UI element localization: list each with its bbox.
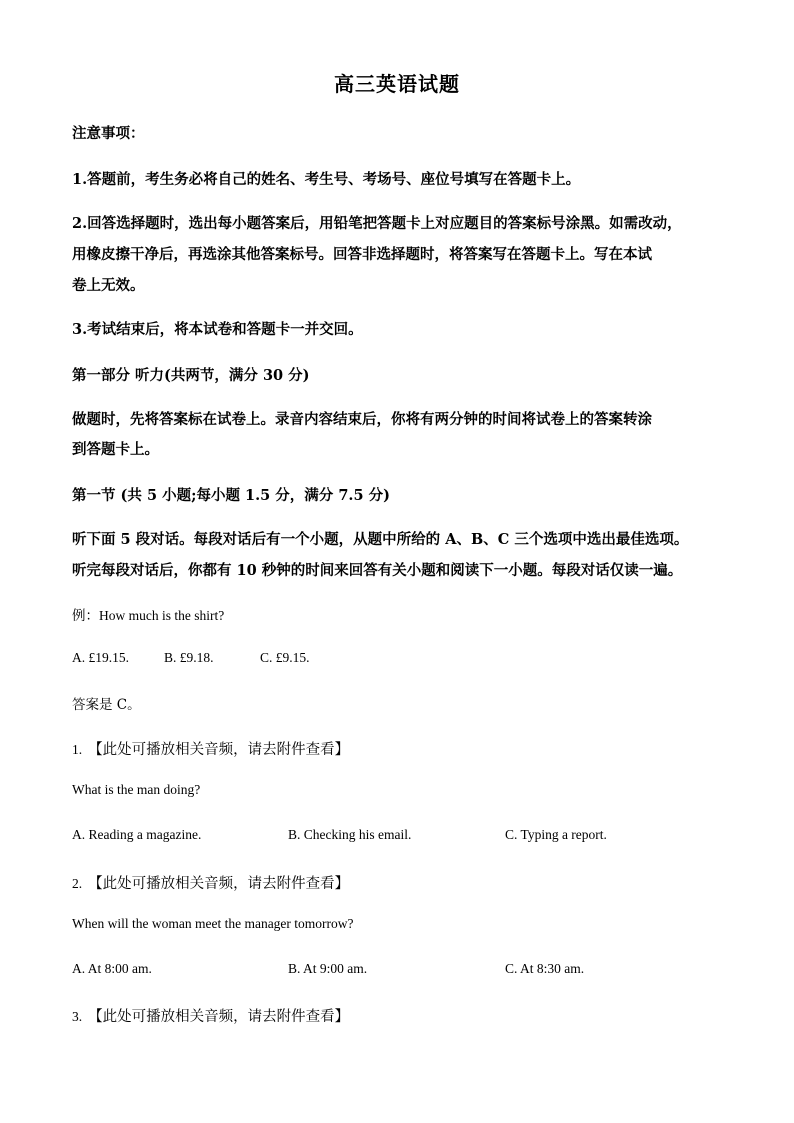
- notice-item-3: 3.考试结束后，将本试卷和答题卡一并交回。: [72, 321, 363, 338]
- question-2-header: [72, 872, 349, 893]
- example-answer: 答案是 C。: [72, 697, 141, 713]
- question-1-option-b: B. Checking his email.: [288, 827, 412, 842]
- notice-item-2-line-2: 用橡皮擦干净后，再选涂其他答案标号。回答非选择题时，将答案写在答题卡上。写在本试: [72, 246, 652, 263]
- example-question: 例：How much is the shirt?: [72, 608, 225, 623]
- question-number: 2.: [72, 876, 83, 891]
- audio-note: 【此处可播放相关音频，请去附件查看】: [88, 876, 350, 892]
- part1-instructions-line-2: 到答题卡上。: [72, 441, 159, 458]
- question-3-header: [72, 1005, 349, 1026]
- question-number: 3.: [72, 1009, 83, 1024]
- page-title: 高三英语试题: [334, 72, 460, 96]
- question-2-option-c: C. At 8:30 am.: [505, 961, 585, 976]
- question-1-header: [72, 738, 349, 759]
- notice-item-2-line-1: 2.回答选择题时，选出每小题答案后，用铅笔把答题卡上对应题目的答案标号涂黑。如需改动，: [72, 215, 682, 232]
- example-option-b: B. £9.18.: [164, 650, 214, 665]
- example-option-a: A. £19.15.: [72, 650, 129, 665]
- example-option-c: C. £9.15.: [260, 650, 310, 665]
- audio-note: 【此处可播放相关音频，请去附件查看】: [88, 742, 350, 758]
- section1-heading: 第一节 (共 5 小题;每小题 1.5 分，满分 7.5 分): [72, 487, 390, 504]
- audio-note: 【此处可播放相关音频，请去附件查看】: [88, 1009, 350, 1025]
- part1-instructions-line-1: 做题时，先将答案标在试卷上。录音内容结束后，你将有两分钟的时间将试卷上的答案转涂: [72, 411, 652, 428]
- section1-instructions-line-2: 听完每段对话后，你都有 10 秒钟的时间来回答有关小题和阅读下一小题。每段对话仅读一遍。: [72, 562, 683, 579]
- question-1-option-c: C. Typing a report.: [505, 827, 607, 842]
- question-2-text: When will the woman meet the manager tomorrow?: [72, 916, 354, 931]
- notice-item-1: 1.答题前，考生务必将自己的姓名、考生号、考场号、座位号填写在答题卡上。: [72, 171, 581, 188]
- part1-heading: 第一部分 听力(共两节，满分 30 分): [72, 367, 310, 384]
- question-number: 1.: [72, 742, 83, 757]
- notice-item-2-line-3: 卷上无效。: [72, 277, 145, 294]
- notice-heading: 注意事项：: [72, 125, 145, 142]
- section1-instructions-line-1: 听下面 5 段对话。每段对话后有一个小题，从题中所给的 A、B、C 三个选项中选出最佳选项。: [72, 531, 689, 548]
- question-2-option-b: B. At 9:00 am.: [288, 961, 368, 976]
- question-1-text: What is the man doing?: [72, 782, 201, 797]
- question-2-option-a: A. At 8:00 am.: [72, 961, 152, 976]
- question-1-option-a: A. Reading a magazine.: [72, 827, 202, 842]
